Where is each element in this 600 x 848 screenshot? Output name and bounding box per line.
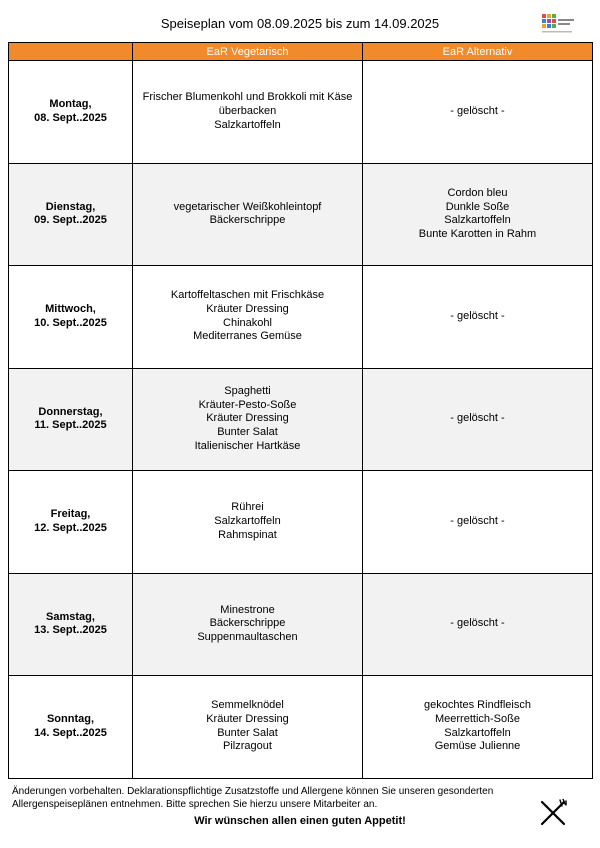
day-cell [9, 163, 133, 266]
vegetarian-item: Salzkartoffeln [214, 514, 281, 527]
day-name: Donnerstag, [38, 405, 103, 418]
day-date: 12. Sept..2025 [34, 521, 107, 534]
day-cell [9, 573, 133, 676]
day-date: 08. Sept..2025 [34, 111, 107, 124]
vegetarian-item: Mediterranes Gemüse [193, 330, 302, 343]
vegetarian-cell [133, 163, 363, 266]
day-cell [9, 471, 133, 574]
alternative-item: - gelöscht - [450, 309, 505, 322]
footer-notice [12, 785, 512, 811]
vegetarian-item: Rahmspinat [218, 528, 277, 541]
alternative-item: Salzkartoffeln [444, 214, 511, 227]
alternative-cell [363, 266, 593, 369]
day-row [9, 266, 593, 369]
footer-notice-line: Allergenspeiseplänen entnehmen. Bitte sprechen Sie hierzu unsere Mitarbeiter an. [12, 799, 378, 810]
day-date: 14. Sept..2025 [34, 726, 107, 739]
footer-notice-line: Änderungen vorbehalten. Deklarationspflichtige Zusatzstoffe und Allergene können Sie unseren gesonderten [12, 786, 494, 797]
vegetarian-item: Salzkartoffeln [214, 118, 281, 131]
day-row [9, 368, 593, 471]
vegetarian-item: Kräuter-Pesto-Soße [198, 398, 297, 411]
vegetarian-cell [133, 573, 363, 676]
day-row [9, 573, 593, 676]
vegetarian-item: Italienischer Hartkäse [194, 439, 301, 452]
alternative-item: Cordon bleu [447, 186, 508, 199]
alternative-cell [363, 471, 593, 574]
header-day [9, 43, 133, 61]
closing-message: Wir wünschen allen einen guten Appetit! [194, 815, 406, 827]
vegetarian-item: Bäckerschrippe [209, 214, 286, 227]
vegetarian-item: Chinakohl [223, 316, 272, 329]
alternative-item: - gelöscht - [450, 514, 505, 527]
alternative-cell [363, 61, 593, 164]
vegetarian-cell [133, 61, 363, 164]
alternative-item: Salzkartoffeln [444, 726, 511, 739]
alternative-cell [363, 163, 593, 266]
day-row [9, 676, 593, 779]
alternative-cell [363, 368, 593, 471]
day-name: Mittwoch, [45, 303, 96, 316]
vegetarian-item: Rührei [231, 501, 264, 514]
day-name: Sonntag, [46, 713, 95, 726]
vegetarian-item: Bunter Salat [217, 426, 278, 439]
vegetarian-item: Spaghetti [224, 384, 271, 397]
header-alternative: EaR Alternativ [363, 43, 593, 61]
alternative-item: Bunte Karotten in Rahm [418, 227, 537, 240]
vegetarian-item: vegetarischer Weißkohleintopf [173, 200, 322, 213]
alternative-item: Meerrettich-Soße [435, 713, 520, 726]
header-vegetarian: EaR Vegetarisch [133, 43, 363, 61]
vegetarian-cell [133, 676, 363, 779]
day-cell [9, 676, 133, 779]
day-row [9, 471, 593, 574]
day-row [9, 61, 593, 164]
vegetarian-item: Pilzragout [223, 740, 272, 753]
vegetarian-cell [133, 471, 363, 574]
day-name: Dienstag, [45, 200, 96, 213]
vegetarian-cell [133, 266, 363, 369]
day-cell [9, 368, 133, 471]
alternative-item: - gelöscht - [450, 104, 505, 117]
day-name: Samstag, [46, 610, 95, 623]
vegetarian-item: Kräuter Dressing [206, 713, 289, 726]
alternative-cell [363, 573, 593, 676]
vegetarian-item: Bäckerschrippe [209, 617, 286, 630]
day-cell [9, 61, 133, 164]
menu-body [9, 61, 593, 779]
vegetarian-item: Kartoffeltaschen mit Frischkäse [170, 289, 325, 302]
day-date: 10. Sept..2025 [34, 316, 107, 329]
alternative-item: - gelöscht - [450, 617, 505, 630]
day-date: 09. Sept..2025 [34, 214, 107, 227]
vegetarian-item: Bunter Salat [217, 726, 278, 739]
vegetarian-item: überbacken [218, 104, 277, 117]
brand-logo-icon [540, 12, 576, 38]
table-header-row [9, 43, 593, 61]
menu-table [8, 42, 593, 779]
vegetarian-item: Suppenmaultaschen [197, 631, 298, 644]
vegetarian-item: Kräuter Dressing [206, 412, 289, 425]
vegetarian-item: Semmelknödel [211, 699, 284, 712]
vegetarian-item: Minestrone [220, 603, 275, 616]
day-date: 11. Sept..2025 [34, 419, 107, 432]
vegetarian-cell [133, 368, 363, 471]
day-date: 13. Sept..2025 [34, 624, 107, 637]
vegetarian-item: Frischer Blumenkohl und Brokkoli mit Käse [142, 91, 353, 104]
day-cell [9, 266, 133, 369]
alternative-item: gekochtes Rindfleisch [423, 699, 531, 712]
alternative-item: Dunkle Soße [445, 200, 510, 213]
day-name: Montag, [49, 98, 92, 111]
day-name: Freitag, [50, 508, 91, 521]
vegetarian-item: Kräuter Dressing [206, 303, 289, 316]
day-row [9, 163, 593, 266]
alternative-item: - gelöscht - [450, 412, 505, 425]
alternative-cell [363, 676, 593, 779]
page-title: Speiseplan vom 08.09.2025 bis zum 14.09.2025 [160, 16, 440, 31]
alternative-item: Gemüse Julienne [434, 740, 521, 753]
